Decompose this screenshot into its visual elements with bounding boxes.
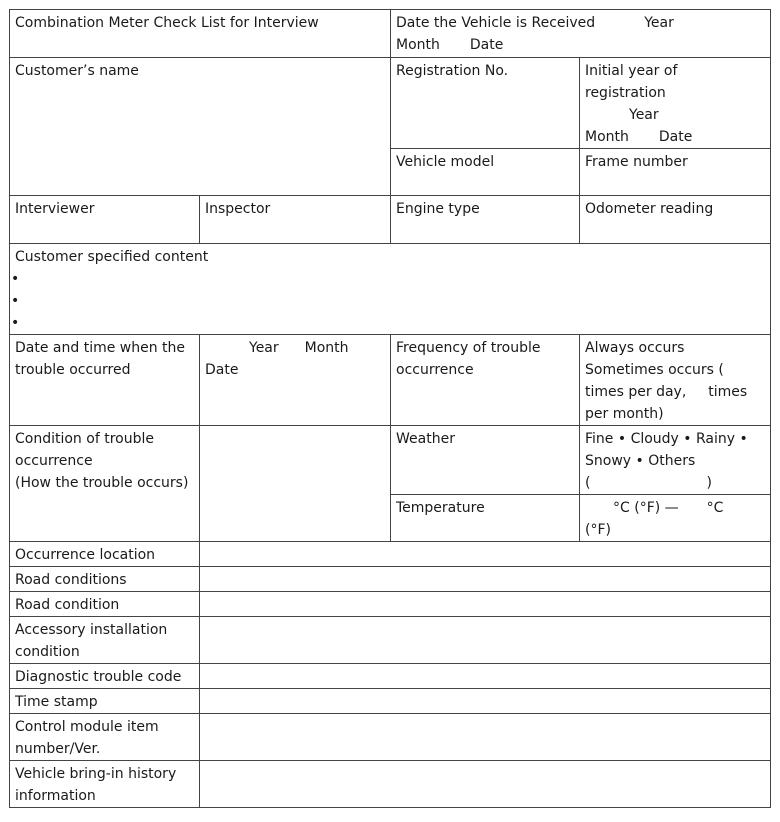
row-value-diagnostic-trouble-code[interactable] — [200, 664, 771, 689]
row-label-control-module — [10, 714, 200, 761]
initial-year-label-2: registration — [585, 85, 666, 101]
date-received-cell[interactable] — [391, 10, 771, 58]
engine-type-cell[interactable] — [391, 196, 580, 244]
customer-name-cell[interactable] — [10, 58, 391, 196]
row-value-bring-in-history[interactable] — [200, 761, 771, 808]
temperature-unit-f: (°F) — [585, 522, 611, 538]
odometer-cell[interactable] — [580, 196, 771, 244]
date-received-year: Year — [644, 15, 674, 31]
weather-close-paren: ) — [706, 475, 712, 491]
temperature-unit-c: °C — [706, 500, 724, 516]
interviewer-label: Interviewer — [15, 201, 95, 217]
temperature-label: Temperature — [396, 500, 485, 516]
row-value-accessory-installation[interactable] — [200, 617, 771, 664]
frame-number-label: Frame number — [585, 154, 688, 170]
customer-content-cell[interactable] — [10, 244, 771, 335]
row-value-road-conditions[interactable] — [200, 567, 771, 592]
condition-cell[interactable] — [200, 426, 391, 542]
date-received-label: Date the Vehicle is Received — [396, 15, 596, 31]
frequency-always: Always occurs — [585, 340, 685, 356]
registration-no-cell[interactable] — [391, 58, 580, 149]
row-label-occurrence-location — [10, 542, 200, 567]
interview-checklist-table — [9, 9, 771, 808]
row-label-road-condition — [10, 592, 200, 617]
bullet-item — [15, 268, 765, 290]
weather-open-paren: ( — [585, 475, 591, 491]
row-label-time-stamp — [10, 689, 200, 714]
row-label: Occurrence location — [15, 547, 156, 563]
initial-year-cell[interactable] — [580, 58, 771, 149]
customer-name-label: Customer’s name — [15, 63, 139, 79]
row-label: Accessory installation condition — [15, 622, 168, 660]
row-label-road-conditions — [10, 567, 200, 592]
row-label-bring-in-history — [10, 761, 200, 808]
initial-year-month: Month — [585, 129, 629, 145]
row-label: Vehicle bring-in history information — [15, 766, 177, 804]
initial-year-label-1: Initial year of — [585, 63, 678, 79]
interviewer-cell[interactable] — [10, 196, 200, 244]
frequency-label: Frequency of trouble occurrence — [396, 340, 541, 378]
customer-content-label: Customer specified content — [15, 249, 209, 265]
row-label: Road conditions — [15, 572, 127, 588]
weather-cell[interactable] — [580, 426, 771, 495]
date-received-date: Date — [469, 37, 504, 53]
inspector-cell[interactable] — [200, 196, 391, 244]
row-label: Road condition — [15, 597, 120, 613]
trouble-month: Month — [304, 340, 349, 356]
row-label-diagnostic-trouble-code — [10, 664, 200, 689]
row-value-time-stamp[interactable] — [200, 689, 771, 714]
row-value-road-condition[interactable] — [200, 592, 771, 617]
trouble-datetime-label-cell — [10, 335, 200, 426]
initial-year-year: Year — [629, 107, 659, 123]
frequency-per-month: per month) — [585, 406, 664, 422]
frequency-times: times — [708, 384, 748, 400]
temperature-range: °C (°F) — — [613, 500, 679, 516]
row-label-accessory-installation — [10, 617, 200, 664]
weather-options: Fine • Cloudy • Rainy • Snowy • Others — [585, 431, 748, 469]
row-value-occurrence-location[interactable] — [200, 542, 771, 567]
frequency-per-day: times per day, — [585, 384, 687, 400]
vehicle-model-label: Vehicle model — [396, 154, 495, 170]
registration-no-label: Registration No. — [396, 63, 509, 79]
checklist-title — [10, 10, 391, 58]
customer-content-bullets — [15, 268, 765, 334]
bullet-item — [15, 312, 765, 334]
trouble-datetime-label: Date and time when the trouble occurred — [15, 340, 186, 378]
row-label: Control module item number/Ver. — [15, 719, 159, 757]
row-value-control-module[interactable] — [200, 714, 771, 761]
frequency-label-cell — [391, 335, 580, 426]
condition-label: Condition of trouble occurrence (How the trouble occurs) — [15, 431, 189, 491]
engine-type-label: Engine type — [396, 201, 480, 217]
temperature-label-cell — [391, 495, 580, 542]
trouble-year: Year — [249, 340, 279, 356]
initial-year-date: Date — [658, 129, 693, 145]
weather-label-cell — [391, 426, 580, 495]
odometer-label: Odometer reading — [585, 201, 714, 217]
trouble-date: Date — [205, 362, 239, 378]
inspector-label: Inspector — [205, 201, 271, 217]
date-received-month: Month — [396, 37, 440, 53]
vehicle-model-cell[interactable] — [391, 149, 580, 196]
bullet-item — [15, 290, 765, 312]
row-label: Time stamp — [15, 694, 98, 710]
condition-label-cell — [10, 426, 200, 542]
temperature-cell[interactable] — [580, 495, 771, 542]
frame-number-cell[interactable] — [580, 149, 771, 196]
trouble-datetime-cell[interactable] — [200, 335, 391, 426]
frequency-sometimes: Sometimes occurs ( — [585, 362, 724, 378]
checklist-title-text: Combination Meter Check List for Interview — [15, 15, 319, 31]
row-label: Diagnostic trouble code — [15, 669, 182, 685]
frequency-cell[interactable] — [580, 335, 771, 426]
weather-label: Weather — [396, 431, 455, 447]
